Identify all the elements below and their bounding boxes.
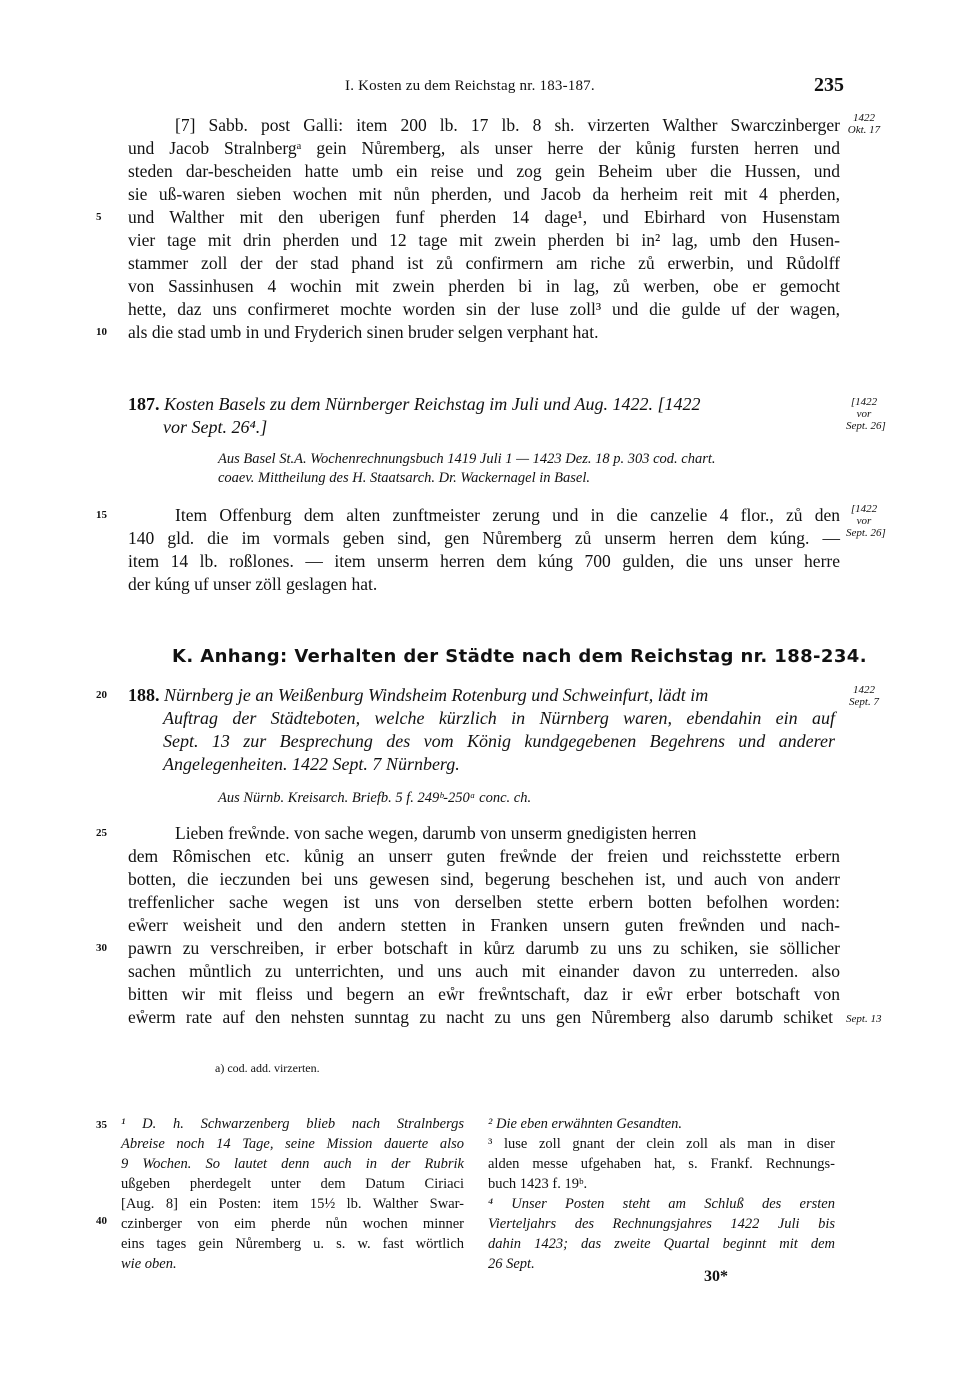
footnote-line: ¹ D. h. Schwarzenberg blieb nach Stralnbergs [121,1116,464,1132]
text-line: sie uß-waren sieben wochen mit nůn pherden, und Jacob da herheim reit mit 4 pherden, [128,184,840,204]
signature-mark: 30* [704,1268,728,1285]
source-note: Aus Nürnb. Kreisarch. Briefb. 5 f. 249ᵇ-250ᵃ conc. ch. [218,790,532,806]
margin-date: 1422 Okt. 17 [847,112,881,136]
footnote-line: alden messe ufgehaben hat, s. Frankf. Rechnungs- [488,1156,835,1172]
doc-title-line: Angelegenheiten. 1422 Sept. 7 Nürnberg. [163,754,460,774]
section-heading: K. Anhang: Verhalten der Städte nach dem Reichstag nr. 188-234. [172,646,867,667]
doc-number: 188. [128,685,160,705]
footnote-line: dahin 1423; das zweite Quartal beginnt mit dem [488,1236,835,1252]
footnote-line: [Aug. 8] ein Posten: item 15½ lb. Walther Swar- [121,1196,464,1212]
footnote-line: 26 Sept. [488,1256,535,1272]
text-line: der kúng uf unser zöll geslagen hat. [128,574,378,594]
text-line: und Walther mit den uberigen funf pherden 14 dage¹, und Ebirhard von Husenstam [128,207,840,227]
footnote-line: ² Die eben erwähnten Gesandten. [488,1116,683,1132]
doc-title-line: Kosten Basels zu dem Nürnberger Reichstag im Juli und Aug. 1422. [1422 [164,394,701,414]
footnote-line: ußgeben pherdegelt unter dem Datum Ciriaci [121,1176,464,1192]
footnote-line: czinberger von eim pherde nůn wochen minner [121,1216,464,1232]
doc-number: 187. [128,394,160,414]
text-line: bitten wir mit fleiss und begern an eẘr freẘntschaft, daz ir eẘr erber botschaft von [128,984,840,1004]
margin-date: 1422 Sept. 7 [849,684,879,708]
text-line: pawrn zu verschreiben, ir erber botschaft in kůrz darumb zu uns zu schiken, sie söllicher [128,938,840,958]
text-line: dem Rômischen etc. kůnig an unserr guten freẘnde der freien und reichsstette erbern [128,846,840,866]
doc-title-line: Sept. 13 zur Besprechung des vom König kundgegebenen Begehrens und anderer [163,731,835,751]
line-number: 30 [96,942,107,954]
footnote-line: 9 Wochen. So lautet denn auch in der Rubrik [121,1156,464,1172]
margin-date: [1422 vor Sept. 26] [846,503,886,539]
line-number: 20 [96,689,107,701]
text-line: item 14 lb. roßlones. — item unserm herren dem kúng 700 gulden, die uns unser herre [128,551,840,571]
margin-date: [1422 vor Sept. 26] [846,396,886,432]
source-note: Aus Basel St.A. Wochenrechnungsbuch 1419 Juli 1 — 1423 Dez. 18 p. 303 cod. chart. [218,451,716,467]
line-number: 15 [96,509,107,521]
doc187-title-cont: vor Sept. 26⁴.] [163,417,268,437]
text-line: eẘerm rate auf den nehsten sunntag zu nacht zu uns gen Nůremberg also darumb schiket [128,1007,833,1027]
doc188-title [128,684,840,708]
text-line: steden dar-bescheiden hatte umb ein reise und zog gein Beheim uber die Hussen, und [128,161,840,181]
text-line: Lieben freẘnde. von sache wegen, darumb von unserm gnedigisten herren [175,823,697,843]
footnote-line: wie oben. [121,1256,177,1272]
text-line: Item Offenburg dem alten zunftmeister zerung und in die canzelie 4 flor., zů den [175,505,840,525]
line-number: 5 [96,211,102,223]
text-line: hette, daz uns confirmeret mochte worden sin der luse zoll³ und die gulde uf der wagen, [128,299,840,319]
footnote-line: buch 1423 f. 19ᵇ. [488,1176,588,1192]
footnote-line: ⁴ Unser Posten steht am Schluß des ersten [488,1196,835,1212]
source-note: coaev. Mittheilung des H. Staatsarch. Dr. Wackernagel in Basel. [218,470,590,486]
line-number: 35 [96,1119,107,1131]
text-line: 140 gld. die im vormals geben sind, gen Nůremberg zů unserm herren dem kúng. — [128,528,840,548]
text-line: und Jacob Stralnbergᵃ gein Nůremberg, als unser herre der kůnig fursten herren und [128,138,840,158]
text-line: als die stad umb in und Fryderich sinen bruder selgen verphant hat. [128,322,599,342]
line-number: 25 [96,827,107,839]
running-header: I. Kosten zu dem Reichstag nr. 183-187. [345,78,595,94]
text-line: stammer zoll der der stad phand ist zů confirmern am riche zů erwerbin, und Růdolff [128,253,840,273]
footnote-line: Abreise noch 14 Tage, seine Mission dauerte also [121,1136,464,1152]
doc187-title [128,393,840,417]
text-line: von Sassinhusen 4 wochin mit zwein pherden bi in lag, zů werben, obe er gemocht [128,276,840,296]
page-number: 235 [814,74,844,96]
text-line: sachen můntlich zu unterrichten, und uns auch mit einander davon zu unterreden. also [128,961,840,981]
doc-title-line: Nürnberg je an Weißenburg Windsheim Rotenburg und Schweinfurt, lädt im [164,685,709,705]
text-line: [7] Sabb. post Galli: item 200 lb. 17 lb. 8 sh. virzerten Walther Swarczinberger [175,115,840,135]
text-line: eẘerr weisheit und den andern stetten in Franken unsern guten freẘnden und nach- [128,915,840,935]
apparatus-note: a) cod. add. virzerten. [215,1061,320,1075]
text-line: botten, die ieczunden bei uns gewesen sind, begerung beschehen ist, und auch von anderr [128,869,840,889]
margin-date: Sept. 13 [846,1013,882,1025]
doc-title-line: Auftrag der Städteboten, welche kürzlich in Nürnberg waren, ebendahin ein auf [163,708,835,728]
text-line: treffenlicher sache wegen ist uns von derselben stette erbern botten befolhen worden: [128,892,840,912]
line-number: 10 [96,326,107,338]
text-line: vier tage mit drin pherden und 12 tage mit zwein pherden bi in² lag, umb den Husen- [128,230,840,250]
line-number: 40 [96,1215,107,1227]
footnote-line: ³ luse zoll gnant der clein zoll als man in diser [488,1136,835,1152]
footnote-line: Vierteljahrs des Rechnungsjahres 1422 Juli bis [488,1216,835,1232]
footnote-line: eins tages gein Nůremberg u. s. w. fast wörtlich [121,1236,464,1252]
